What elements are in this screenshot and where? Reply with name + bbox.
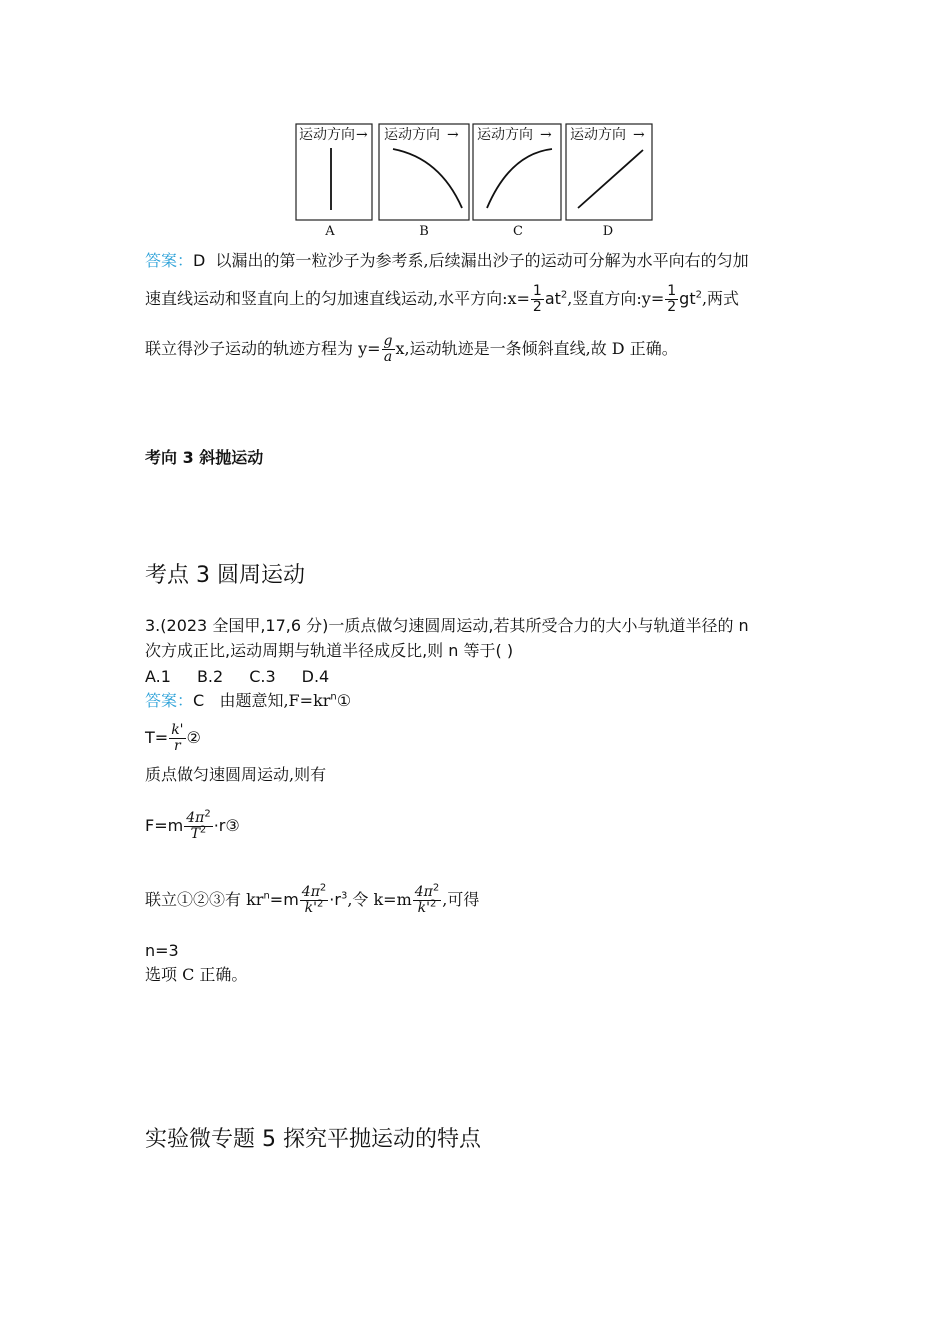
q2-sup-2: 2 xyxy=(695,289,702,301)
q3-stem-line2: 次方成正比,运动周期与轨道半径成反比,则 n 等于( ) xyxy=(145,641,514,660)
q2-line3-a: 联立得沙子运动的轨迹方程为 y= xyxy=(145,339,381,358)
q3-join-a: 联立①②③有 kr xyxy=(145,890,264,909)
panel-b-label: B xyxy=(419,224,429,239)
panel-c-title: 运动方向 xyxy=(477,127,533,143)
q2-line3-b: x,运动轨迹是一条倾斜直线,故 D 正确。 xyxy=(395,339,678,358)
q2-answer-label: 答案 xyxy=(145,251,178,270)
q3-join-frac-1: $\frac{4\pi^2}{k'^2}$ xyxy=(301,882,327,916)
q3-4pi2-over-t2: $\frac{4\pi^2}{T^2}$ xyxy=(186,808,211,842)
panel-b xyxy=(379,124,469,239)
trajectory-d xyxy=(578,150,643,208)
panel-d-arrow: → xyxy=(633,127,645,143)
q3-options xyxy=(145,666,329,688)
q3-join-d: ,令 k=m xyxy=(347,890,412,909)
q3-answer-line xyxy=(145,690,351,712)
q2-answer-value: D xyxy=(193,251,206,270)
q2-half-frac-1: $\frac{1}{2}$ xyxy=(532,283,542,315)
q3-join-c: ·r xyxy=(329,890,341,909)
q2-line2-c: ,竖直方向:y= xyxy=(567,289,665,308)
q3-conclusion: 选项 C 正确。 xyxy=(145,965,248,984)
q2-answer-line1 xyxy=(145,250,749,272)
q3-answer-text-b: ① xyxy=(336,691,352,710)
q3-sup-n: n xyxy=(330,691,337,703)
q3-answer-sep: ： xyxy=(177,691,194,710)
q3-then-text: 质点做匀速圆周运动,则有 xyxy=(145,765,327,784)
q2-half-frac-2: $\frac{1}{2}$ xyxy=(667,283,677,315)
q3-join-e: ,可得 xyxy=(442,890,480,909)
q3-join-sup-3: 3 xyxy=(340,890,348,902)
panel-d-label: D xyxy=(602,224,614,239)
q3-t-eq-b: ② xyxy=(186,728,201,747)
q3-option-d: D.4 xyxy=(301,667,330,686)
q2-line2-e: ,两式 xyxy=(701,289,740,308)
q3-join-sup-n: n xyxy=(263,890,270,902)
panel-a-arrow: → xyxy=(356,127,368,143)
section-kaodian3-title: 考点 3 圆周运动 xyxy=(145,563,305,588)
q3-stem-line1: 3.(2023 全国甲,17,6 分)一质点做匀速圆周运动,若其所受合力的大小与轨道半径的 n xyxy=(145,616,749,635)
panel-b-arrow: → xyxy=(447,127,459,143)
q3-answer-label: 答案 xyxy=(145,691,178,710)
q3-answer-text-a: 由题意知,F=kr xyxy=(219,691,331,710)
q3-join-line xyxy=(145,878,479,922)
q3-option-c: C.3 xyxy=(249,667,276,686)
panel-a xyxy=(296,124,372,239)
q3-join-b: =m xyxy=(269,890,299,909)
panel-a-title: 运动方向 xyxy=(299,127,355,143)
q3-f-eq-a: F=m xyxy=(145,816,184,835)
q2-answer-sep: ： xyxy=(177,251,194,270)
trajectory-figure xyxy=(290,118,660,240)
q3-force-equation xyxy=(145,804,240,848)
q2-answer-text: 以漏出的第一粒沙子为参考系,后续漏出沙子的运动可分解为水平向右的匀加 xyxy=(215,251,749,270)
section-experiment-title: 实验微专题 5 探究平抛运动的特点 xyxy=(145,1127,481,1152)
q2-line2 xyxy=(145,280,739,318)
panel-c-arrow: → xyxy=(540,127,552,143)
trajectory-c xyxy=(487,149,552,208)
q3-option-b: B.2 xyxy=(196,667,224,686)
q3-option-a: A.1 xyxy=(145,667,171,686)
q2-at: at xyxy=(544,289,561,308)
panel-b-title: 运动方向 xyxy=(384,127,440,143)
trajectory-b xyxy=(393,149,462,208)
q3-join-frac-2: $\frac{4\pi^2}{k'^2}$ xyxy=(414,882,440,916)
q3-kprime-over-r: $\frac{k'}{r}$ xyxy=(171,722,184,754)
q2-g-over-a: $\frac{g}{a}$ xyxy=(383,333,393,365)
q2-line2-a: 速直线运动和竖直向上的匀加速直线运动,水平方向:x= xyxy=(145,289,530,308)
panel-d-title: 运动方向 xyxy=(570,127,626,143)
q3-answer-value: C xyxy=(193,691,205,710)
q2-gt: gt xyxy=(679,289,696,308)
q3-n-result: n=3 xyxy=(145,941,179,960)
panel-d xyxy=(566,124,652,239)
panel-c xyxy=(473,124,561,239)
q2-line3 xyxy=(145,330,678,368)
q3-period-equation xyxy=(145,718,201,758)
section-kaoxiang3-title: 考向 3 斜抛运动 xyxy=(145,448,264,467)
panel-c-label: C xyxy=(513,224,523,239)
panel-a-label: A xyxy=(325,224,335,239)
q3-t-eq-a: T= xyxy=(145,728,169,747)
q2-sup-1: 2 xyxy=(560,289,568,301)
q3-f-eq-b: ·r③ xyxy=(213,816,240,835)
